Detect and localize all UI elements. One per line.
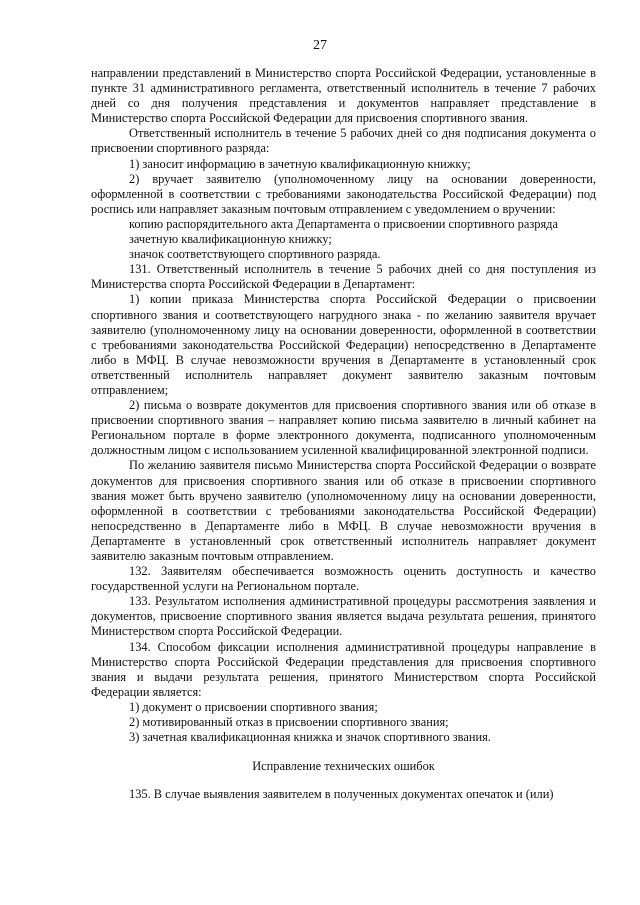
list-item: значок соответствующего спортивного разряда. xyxy=(129,247,381,262)
list-item: 1) документ о присвоении спортивного звания; xyxy=(129,699,378,714)
paragraph: 133. Результатом исполнения административной процедуры рассмотрения заявления и документов, присвоение спортивного звания является выдача результата решения, принятого Министерством спорта Российской Федерации. xyxy=(91,594,596,639)
list-item: 2) письма о возврате документов для присвоения спортивного звания или об отказе в присвоении спортивного звания – направляет копию письма заявителю в личный кабинет на Региональном портале в форме электронного документа, подписанного уполномоченным должностным лицом с использованием усиленной квалифицированной электронной подписи. xyxy=(91,398,596,458)
paragraph: 134. Способом фиксации исполнения административной процедуры направление в Министерство спорта Российской Федерации представления для присвоения спортивного звания и выдачи результата решения, принятого Министерством спорта Российской Федерации является: xyxy=(91,639,596,699)
paragraph: По желанию заявителя письмо Министерства спорта Российской Федерации о возврате документов для присвоения спортивного звания или об отказе в присвоении спортивного звания может быть вручено заявителю (уполномоченному лицу на основании доверенности, оформленной в соответствии с требованиями законодательства Российской Федерации) непосредственно в Департаменте либо в МФЦ. В случае невозможности вручения в Департаменте в установленный срок ответственный исполнитель направляет документ заявителю заказным почтовым отправлением. xyxy=(91,458,596,563)
section-heading: Исправление технических ошибок xyxy=(252,759,435,774)
list-item: 1) копии приказа Министерства спорта Российской Федерации о присвоении спортивного звания и соответствующего нагрудного знака - по желанию заявителя вручает заявителю (уполномоченному лицу на основании доверенности, оформленной в соответствии с требованиями законодательства Российской Федерации) непосредственно в Департаменте либо в МФЦ. В случае невозможности вручения в Департаменте в установленный срок ответственный исполнитель направляет документ заявителю заказным почтовым отправлением; xyxy=(91,292,596,397)
list-item: 3) зачетная квалификационная книжка и значок спортивного звания. xyxy=(129,730,491,745)
list-item: зачетную квалификационную книжку; xyxy=(129,232,332,247)
page-number: 27 xyxy=(313,38,327,53)
paragraph: Ответственный исполнитель в течение 5 рабочих дней со дня подписания документа о присвоении спортивного разряда: xyxy=(91,126,596,156)
list-item: 2) мотивированный отказ в присвоении спортивного звания; xyxy=(129,715,449,730)
paragraph: 132. Заявителям обеспечивается возможность оценить доступность и качество государственной услуги на Региональном портале. xyxy=(91,564,596,594)
paragraph: направлении представлений в Министерство спорта Российской Федерации, установленные в пункте 31 административного регламента, ответственный исполнитель в течение 7 рабочих дней со дня получения представления и документов направляет представление в Министерство спорта Российской Федерации для присвоения спортивного звания. xyxy=(91,66,596,126)
paragraph: 131. Ответственный исполнитель в течение 5 рабочих дней со дня поступления из Министерства спорта Российской Федерации в Департамент: xyxy=(91,262,596,292)
list-item: 1) заносит информацию в зачетную квалификационную книжку; xyxy=(129,156,471,171)
document-body xyxy=(91,66,596,802)
paragraph: 135. В случае выявления заявителем в полученных документах опечаток и (или) xyxy=(129,787,554,802)
list-item: копию распорядительного акта Департамента о присвоении спортивного разряда xyxy=(129,216,558,231)
list-item: 2) вручает заявителю (уполномоченному лицу на основании доверенности, оформленной в соответствии с требованиями законодательства Российской Федерации) под роспись или направляет заказным почтовым отправлением с уведомлением о вручении: xyxy=(91,171,596,216)
